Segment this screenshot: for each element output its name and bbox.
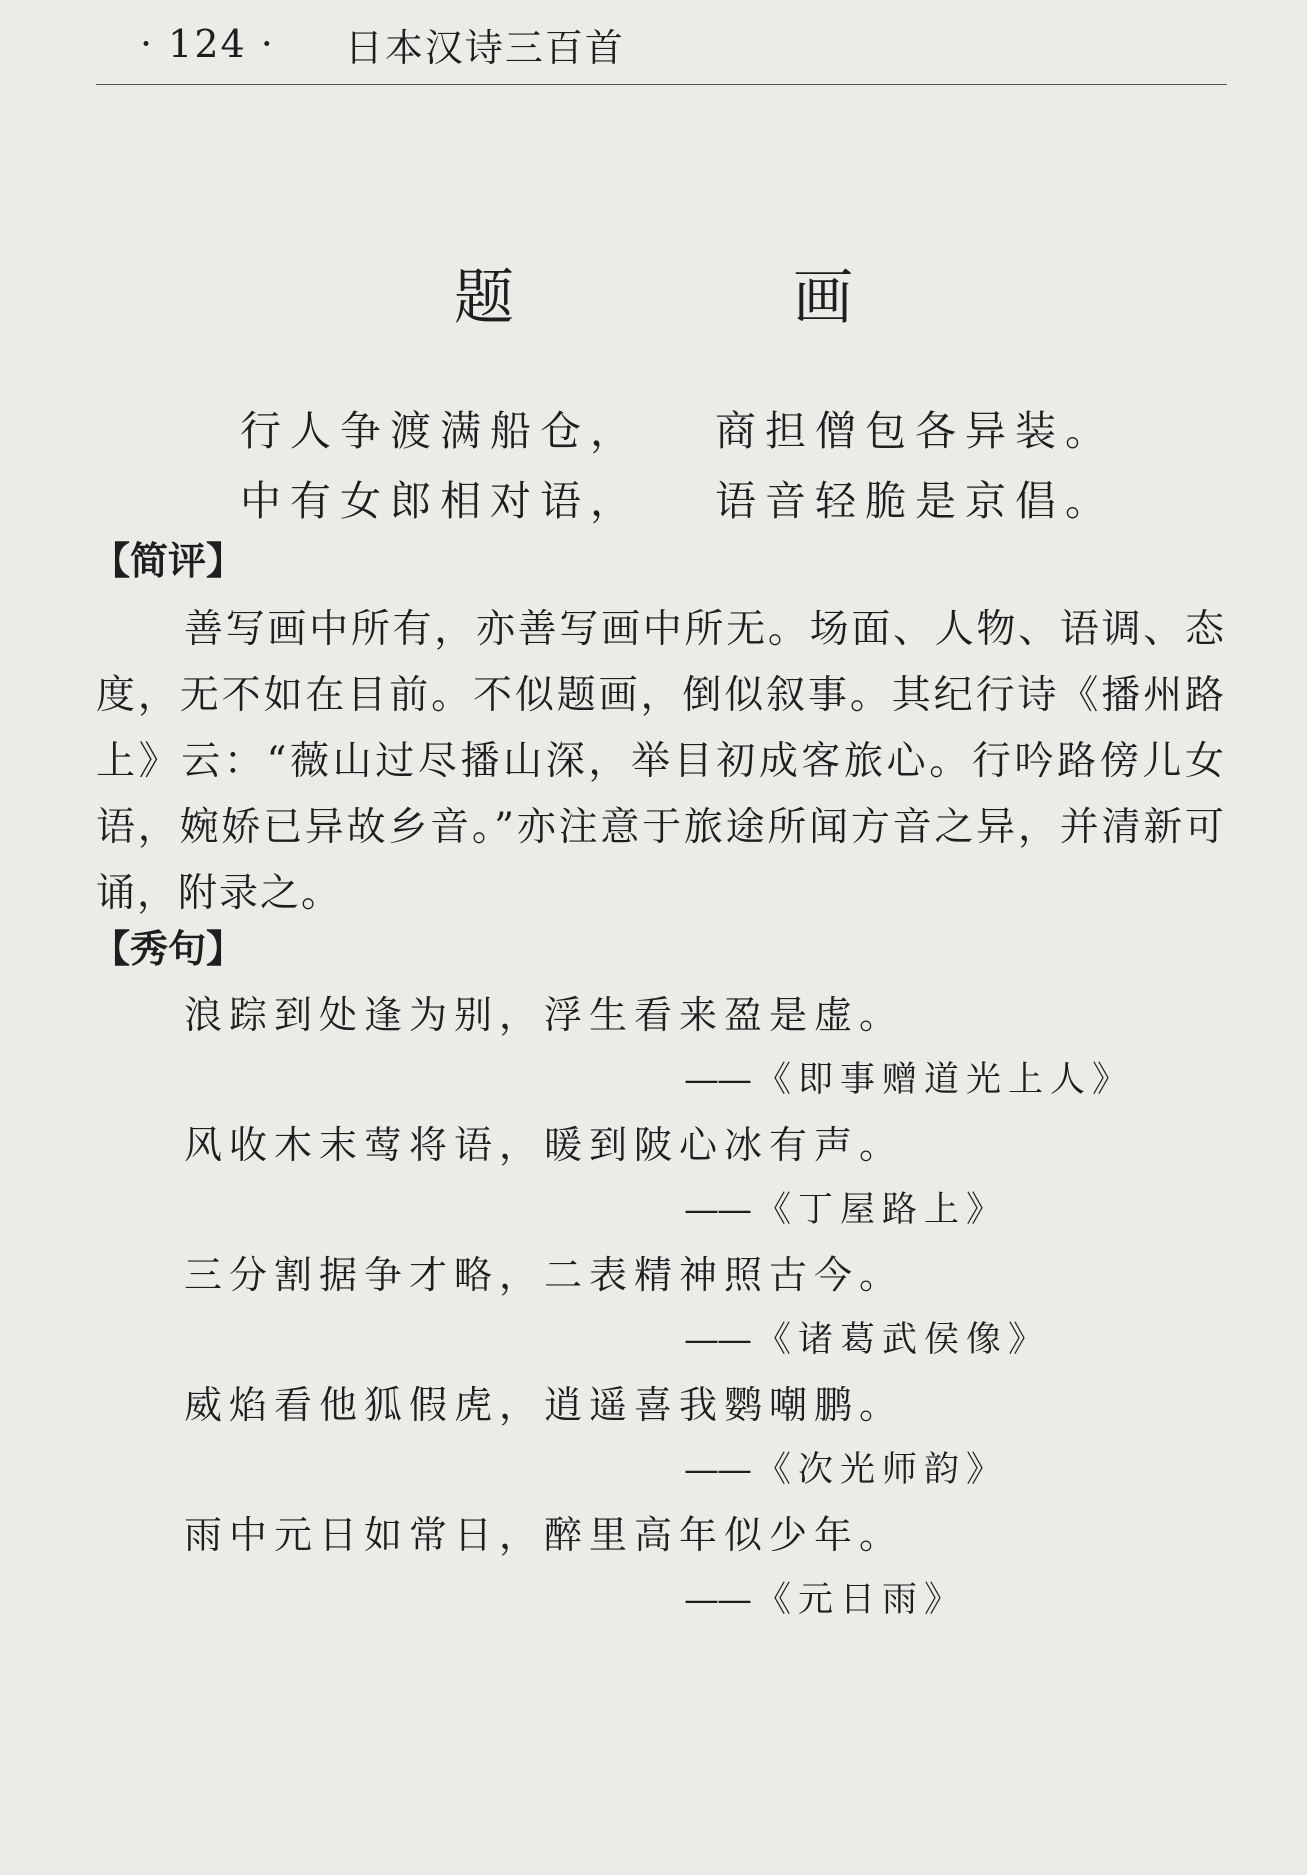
quote-line: 雨中元日如常日，醉里高年似少年。 [184, 1513, 905, 1557]
poem-couplet [240, 392, 1115, 462]
quote-source-title: 《丁屋路上》 [756, 1190, 1009, 1230]
quote-line: 风收木末莺将语，暖到陂心冰有声。 [184, 1123, 905, 1167]
comment-text: 善写画中所有，亦善写画中所无。场面、人物、语调、态度，无不如在目前。不似题画，倒似叙事。其纪行诗《播州路上》云：“薇山过尽播山深，举目初成客旅心。行吟路傍儿女语，婉娇已异故乡音。”亦注意于旅途所闻方音之异，并清新可诵，附录之。 [96, 607, 1226, 916]
quote-item [184, 1502, 1184, 1632]
header-rule [96, 84, 1227, 85]
quote-dash: —— [684, 1190, 750, 1230]
quote-source [184, 1178, 1184, 1242]
poem-couplet [240, 462, 1115, 532]
quote-item [184, 1242, 1184, 1372]
quote-source [184, 1568, 1184, 1632]
page-number: · 124 · [140, 22, 275, 66]
fine-lines-heading: 【秀句】 [92, 927, 245, 971]
quote-item [184, 982, 1184, 1112]
quote-source [184, 1308, 1184, 1372]
fine-lines-list [184, 982, 1184, 1632]
quote-line: 浪踪到处逢为别，浮生看来盈是虚。 [184, 993, 905, 1037]
quote-dash: —— [684, 1580, 750, 1620]
quote-source [184, 1048, 1184, 1112]
poem-line-left: 中有女郎相对语， [240, 476, 640, 525]
quote-source-title: 《诸葛武侯像》 [756, 1320, 1051, 1360]
quote-dash: —— [684, 1450, 750, 1490]
poem-title: 题 画 [453, 263, 984, 333]
poem-line-left: 行人争渡满船仓， [240, 406, 640, 455]
quote-item [184, 1372, 1184, 1502]
quote-source-title: 《元日雨》 [756, 1580, 967, 1620]
quote-dash: —— [684, 1320, 750, 1360]
quote-item [184, 1112, 1184, 1242]
quote-source-title: 《次光师韵》 [756, 1450, 1009, 1490]
quote-dash: —— [684, 1060, 750, 1100]
poem-line-right: 语音轻脆是京倡。 [715, 476, 1115, 525]
quote-line: 威焰看他狐假虎，逍遥喜我鹦嘲鹏。 [184, 1383, 905, 1427]
quote-source-title: 《即事赠道光上人》 [756, 1060, 1135, 1100]
poem-line-right: 商担僧包各异装。 [715, 406, 1115, 455]
poem-body [240, 392, 1115, 532]
quote-line: 三分割据争才略，二表精神照古今。 [184, 1253, 905, 1297]
comment-heading: 【简评】 [92, 539, 245, 583]
quote-source [184, 1438, 1184, 1502]
page-header [140, 14, 625, 74]
book-title: 日本汉诗三百首 [344, 25, 625, 70]
